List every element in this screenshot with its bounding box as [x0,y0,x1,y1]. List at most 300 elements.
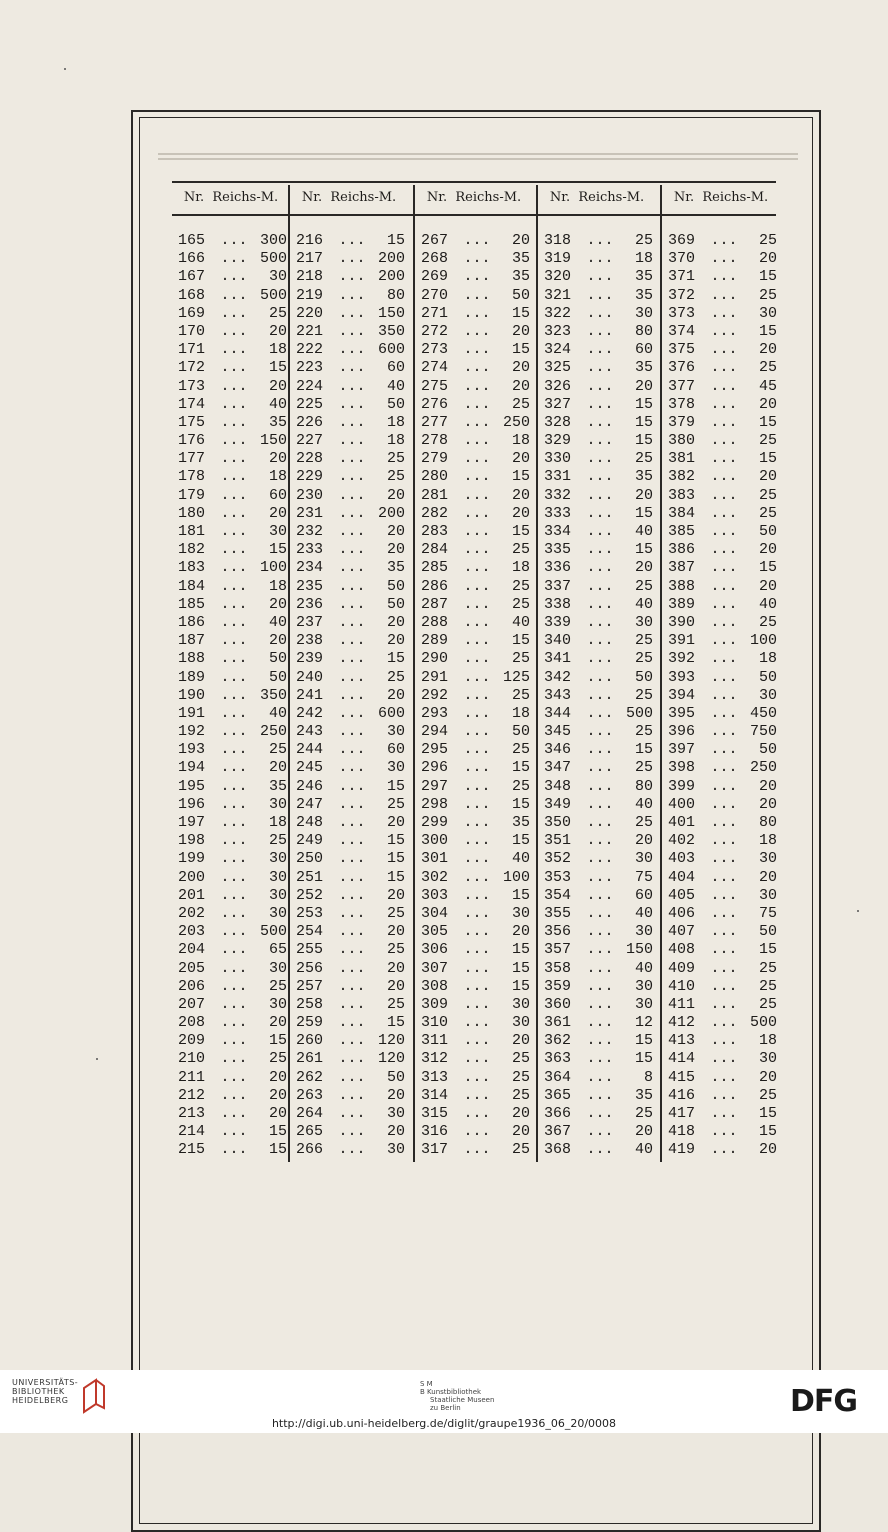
leader-dots: ... [220,359,248,377]
table-row [296,487,405,505]
price-value: 200 [377,250,405,268]
leader-dots: ... [220,741,248,759]
leader-dots: ... [463,759,491,777]
price-value: 30 [386,723,405,741]
table-row [178,687,287,705]
leader-dots: ... [710,486,738,504]
price-value: 35 [634,468,653,486]
item-number: 419 [668,1141,696,1159]
leader-dots: ... [338,486,366,504]
header-reichsmark: Reichs-M. [330,190,397,205]
header-reichsmark: Reichs-M. [455,190,522,205]
table-row [668,1105,777,1123]
table-row [544,378,653,396]
price-value: 350 [377,322,405,340]
leader-dots: ... [463,1123,491,1141]
price-value: 30 [634,613,653,631]
item-number: 255 [296,941,324,959]
leader-dots: ... [463,250,491,268]
price-value: 50 [386,1068,405,1086]
item-number: 234 [296,559,324,577]
item-number: 189 [178,668,206,686]
price-value: 250 [259,723,287,741]
table-row [544,559,653,577]
column-rows [668,232,777,1160]
leader-dots: ... [586,523,614,540]
table-row [296,741,405,759]
table-row [178,887,287,905]
leader-dots: ... [586,723,614,741]
item-number: 253 [296,904,324,922]
leader-dots: ... [710,741,738,759]
price-value: 15 [511,341,530,359]
table-row [421,796,530,814]
price-value: 20 [758,541,777,559]
table-row [178,1087,287,1105]
item-number: 247 [296,795,324,813]
price-value: 25 [634,650,653,668]
table-row [544,850,653,868]
price-value: 18 [511,704,530,722]
table-row [421,232,530,250]
leader-dots: ... [586,468,614,486]
item-number: 392 [668,650,696,668]
item-number: 260 [296,1032,324,1050]
leader-dots: ... [338,450,366,468]
table-row [296,523,405,541]
price-value: 600 [377,341,405,359]
leader-dots: ... [338,1105,366,1122]
price-value: 60 [386,359,405,377]
item-number: 386 [668,541,696,559]
item-number: 166 [178,250,206,268]
price-value: 20 [511,504,530,522]
item-number: 418 [668,1123,696,1141]
price-value: 60 [268,486,287,504]
leader-dots: ... [220,904,248,922]
price-value: 25 [511,777,530,795]
table-row [544,778,653,796]
table-row [421,359,530,377]
item-number: 216 [296,232,324,249]
price-value: 25 [634,759,653,777]
leader-dots: ... [338,814,366,831]
leader-dots: ... [586,1068,614,1086]
item-number: 371 [668,268,696,286]
price-value: 30 [634,304,653,322]
item-number: 317 [421,1141,449,1159]
item-number: 337 [544,577,572,595]
price-value: 20 [386,977,405,995]
item-number: 318 [544,232,572,249]
leader-dots: ... [586,304,614,322]
table-row [296,287,405,305]
leader-dots: ... [586,704,614,722]
leader-dots: ... [586,632,614,650]
price-value: 450 [749,704,777,722]
table-row [178,487,287,505]
price-value: 25 [758,613,777,631]
table-row [544,650,653,668]
price-value: 20 [268,1086,287,1104]
table-row [668,850,777,868]
leader-dots: ... [710,1068,738,1086]
item-number: 305 [421,923,449,941]
table-row [296,396,405,414]
item-number: 308 [421,977,449,995]
table-row [668,1087,777,1105]
table-row [544,669,653,687]
price-value: 35 [386,559,405,577]
price-value: 25 [386,941,405,959]
leader-dots: ... [463,814,491,831]
table-row [544,978,653,996]
price-value: 35 [634,286,653,304]
item-number: 331 [544,468,572,486]
item-number: 350 [544,814,572,831]
table-row [421,978,530,996]
price-value: 30 [511,1014,530,1032]
price-value: 15 [758,1123,777,1141]
price-value: 25 [511,1141,530,1159]
price-value: 25 [268,304,287,322]
leader-dots: ... [220,413,248,431]
item-number: 221 [296,322,324,340]
item-number: 335 [544,541,572,559]
table-row [421,923,530,941]
leader-dots: ... [220,1050,248,1068]
leader-dots: ... [220,432,248,450]
item-number: 167 [178,268,206,286]
leader-dots: ... [338,613,366,631]
price-value: 80 [758,814,777,831]
leader-dots: ... [220,577,248,595]
table-row [296,559,405,577]
leader-dots: ... [710,904,738,922]
table-row [544,487,653,505]
table-row [421,832,530,850]
leader-dots: ... [463,395,491,413]
table-row [178,759,287,777]
price-value: 30 [511,995,530,1013]
table-row [668,814,777,832]
table-row [178,268,287,286]
leader-dots: ... [220,686,248,704]
leader-dots: ... [586,941,614,959]
price-value: 15 [758,413,777,431]
leader-dots: ... [463,850,491,868]
table-row [178,305,287,323]
table-row [296,869,405,887]
item-number: 238 [296,632,324,650]
price-value: 20 [758,341,777,359]
item-number: 303 [421,886,449,904]
price-value: 35 [511,268,530,286]
page-speck [857,910,859,912]
table-row [296,1032,405,1050]
price-value: 25 [511,595,530,613]
price-value: 20 [386,923,405,941]
table-row [178,650,287,668]
item-number: 225 [296,395,324,413]
price-value: 30 [634,995,653,1013]
price-value: 40 [268,613,287,631]
item-number: 193 [178,741,206,759]
table-row [178,1105,287,1123]
table-row [421,778,530,796]
price-value: 15 [634,741,653,759]
item-number: 355 [544,904,572,922]
price-value: 20 [758,777,777,795]
leader-dots: ... [710,923,738,941]
column-separator [536,185,538,1162]
dfg-logo: DFG [790,1384,858,1419]
price-value: 30 [268,795,287,813]
table-row [421,268,530,286]
table-row [178,414,287,432]
leader-dots: ... [463,1014,491,1032]
table-row [421,432,530,450]
price-value: 120 [377,1050,405,1068]
leader-dots: ... [463,886,491,904]
table-row [668,960,777,978]
leader-dots: ... [710,814,738,831]
price-value: 20 [758,1141,777,1159]
leader-dots: ... [710,377,738,395]
price-value: 25 [268,832,287,850]
table-row [668,1050,777,1068]
table-row [544,960,653,978]
item-number: 248 [296,814,324,831]
price-value: 25 [268,1050,287,1068]
leader-dots: ... [710,450,738,468]
table-row [296,705,405,723]
leader-dots: ... [463,632,491,650]
leader-dots: ... [463,923,491,941]
page-footer [0,1370,888,1433]
leader-dots: ... [338,777,366,795]
table-row [421,687,530,705]
leader-dots: ... [463,559,491,577]
price-value: 250 [749,759,777,777]
museum-line: Staatliche Museen [430,1396,495,1404]
table-row [421,814,530,832]
leader-dots: ... [338,723,366,741]
table-row [421,1141,530,1159]
price-value: 25 [634,450,653,468]
table-row [296,669,405,687]
item-number: 173 [178,377,206,395]
table-row [178,905,287,923]
table-row [668,505,777,523]
price-value: 20 [268,1068,287,1086]
leader-dots: ... [463,304,491,322]
table-row [668,250,777,268]
table-row [178,341,287,359]
leader-dots: ... [586,741,614,759]
price-value: 18 [386,413,405,431]
item-number: 349 [544,795,572,813]
price-value: 20 [634,832,653,850]
price-value: 20 [268,759,287,777]
leader-dots: ... [220,1032,248,1050]
table-row [668,1032,777,1050]
item-number: 304 [421,904,449,922]
leader-dots: ... [220,1123,248,1141]
table-row [178,723,287,741]
price-value: 15 [634,541,653,559]
table-row [296,1050,405,1068]
leader-dots: ... [220,704,248,722]
table-row [421,396,530,414]
item-number: 215 [178,1141,206,1159]
leader-dots: ... [463,868,491,886]
table-row [544,432,653,450]
item-number: 329 [544,432,572,450]
table-row [668,778,777,796]
item-number: 237 [296,613,324,631]
leader-dots: ... [338,232,366,249]
table-row [668,541,777,559]
leader-dots: ... [463,468,491,486]
leader-dots: ... [586,1141,614,1159]
leader-dots: ... [220,286,248,304]
item-number: 296 [421,759,449,777]
price-value: 25 [386,904,405,922]
item-number: 326 [544,377,572,395]
item-number: 236 [296,595,324,613]
item-number: 188 [178,650,206,668]
leader-dots: ... [338,886,366,904]
price-value: 60 [386,741,405,759]
header-nr: Nr. [301,190,323,205]
item-number: 291 [421,668,449,686]
table-row [668,450,777,468]
header-nr: Nr. [426,190,448,205]
leader-dots: ... [586,668,614,686]
item-number: 273 [421,341,449,359]
item-number: 406 [668,904,696,922]
leader-dots: ... [710,504,738,522]
leader-dots: ... [463,595,491,613]
leader-dots: ... [338,504,366,522]
price-value: 15 [634,1032,653,1050]
table-row [296,1123,405,1141]
leader-dots: ... [710,341,738,359]
price-value: 15 [268,1123,287,1141]
leader-dots: ... [220,941,248,959]
table-row [668,432,777,450]
item-number: 283 [421,523,449,540]
item-number: 354 [544,886,572,904]
table-row [544,596,653,614]
price-value: 15 [511,886,530,904]
leader-dots: ... [586,959,614,977]
leader-dots: ... [220,668,248,686]
table-row [421,850,530,868]
leader-dots: ... [338,704,366,722]
table-row [544,468,653,486]
leader-dots: ... [338,1050,366,1068]
price-value: 350 [259,686,287,704]
table-row [421,541,530,559]
table-row [668,487,777,505]
price-value: 20 [386,632,405,650]
table-row [178,578,287,596]
table-row [296,1105,405,1123]
price-value: 30 [386,1141,405,1159]
price-value: 15 [511,468,530,486]
leader-dots: ... [338,832,366,850]
table-row [296,505,405,523]
leader-dots: ... [338,959,366,977]
leader-dots: ... [710,595,738,613]
price-value: 15 [511,632,530,650]
item-number: 343 [544,686,572,704]
price-value: 20 [386,486,405,504]
leader-dots: ... [338,1123,366,1141]
leader-dots: ... [463,268,491,286]
price-value: 20 [511,232,530,249]
price-value: 30 [268,868,287,886]
price-value: 20 [268,322,287,340]
price-value: 20 [758,577,777,595]
item-number: 409 [668,959,696,977]
price-value: 40 [634,795,653,813]
table-row [421,650,530,668]
item-number: 323 [544,322,572,340]
price-value: 30 [268,959,287,977]
table-row [421,559,530,577]
column-rows [296,232,405,1160]
leader-dots: ... [338,1141,366,1159]
price-value: 15 [758,941,777,959]
leader-dots: ... [710,322,738,340]
source-url[interactable]: http://digi.ub.uni-heidelberg.de/diglit/graupe1936_06_20/0008 [271,1417,617,1430]
leader-dots: ... [338,304,366,322]
item-number: 367 [544,1123,572,1141]
table-row [668,687,777,705]
item-number: 251 [296,868,324,886]
leader-dots: ... [710,268,738,286]
table-row [296,796,405,814]
price-value: 20 [386,814,405,831]
item-number: 198 [178,832,206,850]
leader-dots: ... [220,959,248,977]
item-number: 412 [668,1014,696,1032]
table-row [544,305,653,323]
table-row [544,1069,653,1087]
price-value: 20 [268,595,287,613]
table-row [668,741,777,759]
price-value: 80 [634,777,653,795]
leader-dots: ... [710,759,738,777]
leader-dots: ... [710,850,738,868]
price-value: 20 [511,1032,530,1050]
leader-dots: ... [586,868,614,886]
leader-dots: ... [338,559,366,577]
leader-dots: ... [338,1068,366,1086]
item-number: 393 [668,668,696,686]
item-number: 330 [544,450,572,468]
item-number: 346 [544,741,572,759]
price-value: 45 [758,377,777,395]
price-value: 150 [259,432,287,450]
table-row [668,523,777,541]
item-number: 268 [421,250,449,268]
table-row [544,1032,653,1050]
price-value: 25 [758,1086,777,1104]
